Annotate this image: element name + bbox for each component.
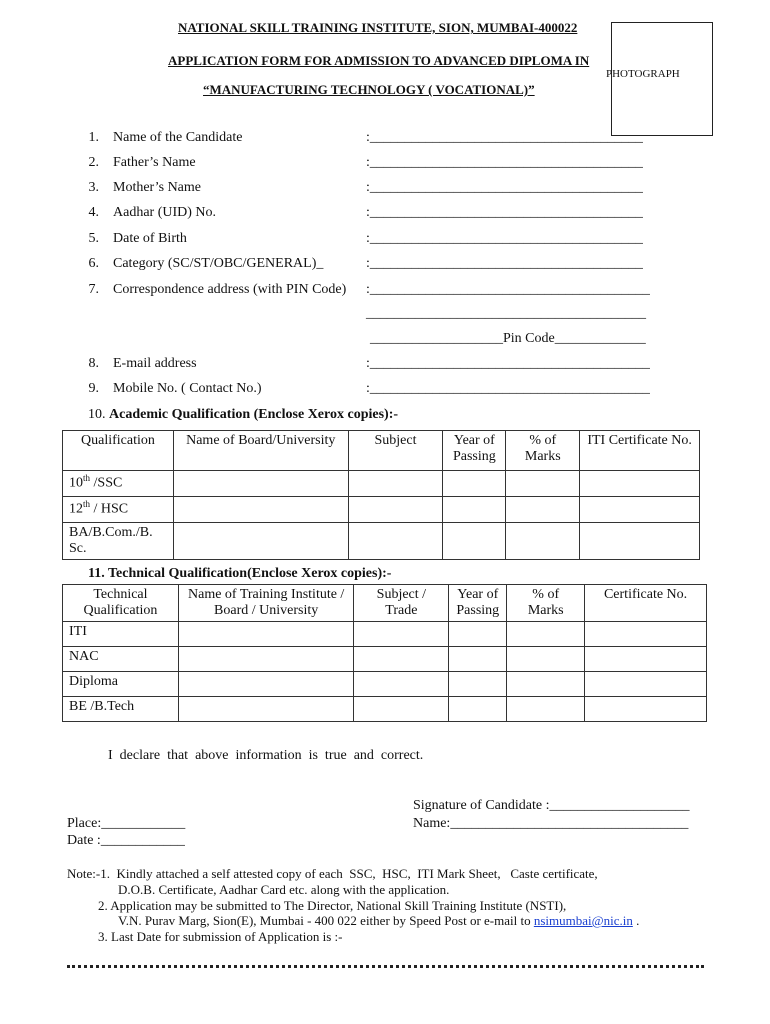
field-label-dob: Date of Birth bbox=[113, 231, 187, 246]
table-cell[interactable] bbox=[507, 647, 585, 672]
field-number: 7. bbox=[88, 282, 99, 297]
table-cell[interactable] bbox=[178, 622, 354, 647]
mother-name-field[interactable]: :_______________________________________ bbox=[366, 180, 643, 195]
father-name-field[interactable]: :_______________________________________ bbox=[366, 155, 643, 170]
table-cell[interactable] bbox=[506, 471, 580, 497]
table-cell[interactable] bbox=[173, 523, 348, 560]
table-cell[interactable] bbox=[449, 672, 507, 697]
column-header: % of Marks bbox=[507, 585, 585, 622]
signature-label: Signature of Candidate : bbox=[413, 798, 550, 813]
technical-section-title: 11. Technical Qualification(Enclose Xerox copies):- bbox=[88, 566, 392, 581]
table-cell[interactable] bbox=[580, 471, 700, 497]
row-label: BE /B.Tech bbox=[63, 697, 179, 722]
column-header: Year of Passing bbox=[449, 585, 507, 622]
address-field-line-2[interactable]: ________________________________________ bbox=[366, 306, 646, 321]
field-number: 9. bbox=[88, 381, 99, 396]
photograph-label: PHOTOGRAPH bbox=[606, 68, 680, 80]
table-cell[interactable] bbox=[449, 697, 507, 722]
name-field[interactable]: Name:__________________________________ bbox=[413, 816, 689, 831]
table-cell[interactable] bbox=[178, 672, 354, 697]
table-cell[interactable] bbox=[507, 622, 585, 647]
note-1-line-2: D.O.B. Certificate, Aadhar Card etc. along with the application. bbox=[118, 882, 450, 897]
table-cell[interactable] bbox=[585, 672, 707, 697]
table-cell[interactable] bbox=[585, 697, 707, 722]
column-header: Year of Passing bbox=[443, 431, 506, 471]
table-cell[interactable] bbox=[173, 497, 348, 523]
column-header: Qualification bbox=[63, 431, 174, 471]
column-header: Name of Board/University bbox=[173, 431, 348, 471]
field-number: 8. bbox=[88, 356, 99, 371]
email-field[interactable]: :________________________________________ bbox=[366, 356, 650, 371]
table-cell[interactable] bbox=[449, 647, 507, 672]
field-number: 4. bbox=[88, 205, 99, 220]
table-cell[interactable] bbox=[348, 523, 443, 560]
table-cell[interactable] bbox=[443, 471, 506, 497]
pin-code-field[interactable]: ___________________Pin Code_____________ bbox=[370, 331, 646, 346]
table-cell[interactable] bbox=[348, 471, 443, 497]
table-row bbox=[63, 647, 707, 672]
declaration-text: I declare that above information is true and correct. bbox=[108, 748, 424, 763]
table-cell[interactable] bbox=[443, 497, 506, 523]
field-label-address: Correspondence address (with PIN Code) bbox=[113, 282, 347, 297]
candidate-name-field[interactable]: :_______________________________________ bbox=[366, 130, 643, 145]
field-label-category: Category (SC/ST/OBC/GENERAL)_ bbox=[113, 256, 324, 271]
technical-table bbox=[62, 584, 707, 722]
technical-header-row bbox=[63, 585, 707, 622]
field-number: 6. bbox=[88, 256, 99, 271]
column-header: Subject bbox=[348, 431, 443, 471]
table-cell[interactable] bbox=[585, 647, 707, 672]
table-cell[interactable] bbox=[507, 697, 585, 722]
row-label: Diploma bbox=[63, 672, 179, 697]
table-cell[interactable] bbox=[580, 523, 700, 560]
field-number: 5. bbox=[88, 231, 99, 246]
signature-field[interactable]: ____________________ bbox=[549, 798, 690, 813]
row-label: 10th /SSC bbox=[63, 471, 174, 497]
academic-section-label: Academic Qualification (Enclose Xerox copies):- bbox=[109, 407, 399, 422]
note-3: 3. Last Date for submission of Application is :- bbox=[98, 929, 343, 944]
institute-name: NATIONAL SKILL TRAINING INSTITUTE, SION, MUMBAI-400022 bbox=[178, 20, 578, 35]
field-label-email: E-mail address bbox=[113, 356, 197, 371]
table-cell[interactable] bbox=[354, 647, 449, 672]
email-link[interactable]: nsimumbai@nic.in bbox=[533, 913, 633, 928]
row-label: ITI bbox=[63, 622, 179, 647]
row-label: NAC bbox=[63, 647, 179, 672]
dotted-divider bbox=[67, 965, 704, 968]
category-field[interactable]: :_______________________________________ bbox=[366, 256, 643, 271]
row-label: BA/B.Com./B. Sc. bbox=[63, 523, 174, 560]
note-2-line-1: 2. Application may be submitted to The Director, National Skill Training Institute (NSTI), bbox=[98, 898, 567, 913]
field-label-candidate-name: Name of the Candidate bbox=[113, 130, 243, 145]
address-field[interactable]: :________________________________________ bbox=[366, 282, 650, 297]
signature-row bbox=[413, 798, 689, 814]
table-row bbox=[63, 622, 707, 647]
date-field[interactable]: Date :____________ bbox=[67, 833, 185, 848]
column-header: Certificate No. bbox=[585, 585, 707, 622]
aadhar-field[interactable]: :_______________________________________ bbox=[366, 205, 643, 220]
table-cell[interactable] bbox=[506, 497, 580, 523]
field-label-aadhar: Aadhar (UID) No. bbox=[113, 205, 217, 220]
table-cell[interactable] bbox=[178, 697, 354, 722]
table-cell[interactable] bbox=[506, 523, 580, 560]
academic-header-row bbox=[63, 431, 700, 471]
row-label: 12th / HSC bbox=[63, 497, 174, 523]
column-header: % of Marks bbox=[506, 431, 580, 471]
field-label-mother-name: Mother’s Name bbox=[113, 180, 201, 195]
note-1-line-1: Note:-1. Kindly attached a self attested copy of each SSC, HSC, ITI Mark Sheet, Caste certificate, bbox=[67, 866, 598, 881]
field-label-mobile: Mobile No. ( Contact No.) bbox=[113, 381, 262, 396]
column-header: Name of Training Institute / Board / University bbox=[178, 585, 354, 622]
table-cell[interactable] bbox=[354, 672, 449, 697]
table-cell[interactable] bbox=[173, 471, 348, 497]
dob-field[interactable]: :_______________________________________ bbox=[366, 231, 643, 246]
table-cell[interactable] bbox=[507, 672, 585, 697]
field-number: 2. bbox=[88, 155, 99, 170]
column-header: ITI Certificate No. bbox=[580, 431, 700, 471]
table-cell[interactable] bbox=[354, 622, 449, 647]
table-cell[interactable] bbox=[348, 497, 443, 523]
table-cell[interactable] bbox=[354, 697, 449, 722]
column-header: Technical Qualification bbox=[63, 585, 179, 622]
field-number: 1. bbox=[88, 130, 99, 145]
table-cell[interactable] bbox=[443, 523, 506, 560]
course-title: “MANUFACTURING TECHNOLOGY ( VOCATIONAL)” bbox=[203, 82, 535, 97]
column-header: Subject / Trade bbox=[354, 585, 449, 622]
table-row bbox=[63, 697, 707, 722]
table-cell[interactable] bbox=[449, 622, 507, 647]
place-field[interactable]: Place:____________ bbox=[67, 816, 186, 831]
table-row bbox=[63, 523, 700, 560]
academic-section-title bbox=[88, 407, 398, 423]
academic-table bbox=[62, 430, 700, 560]
table-row bbox=[63, 497, 700, 523]
table-cell[interactable] bbox=[580, 497, 700, 523]
academic-section-number: 10. bbox=[88, 407, 106, 422]
mobile-field[interactable]: :________________________________________ bbox=[366, 381, 650, 396]
table-row bbox=[63, 471, 700, 497]
form-title: APPLICATION FORM FOR ADMISSION TO ADVANCED DIPLOMA IN bbox=[168, 53, 590, 68]
field-label-father-name: Father’s Name bbox=[113, 155, 196, 170]
note-2-line-2: V.N. Purav Marg, Sion(E), Mumbai - 400 022 either by Speed Post or e-mail to nsimumbai@nic.in . bbox=[118, 913, 640, 928]
table-cell[interactable] bbox=[178, 647, 354, 672]
table-cell[interactable] bbox=[585, 622, 707, 647]
field-number: 3. bbox=[88, 180, 99, 195]
table-row bbox=[63, 672, 707, 697]
